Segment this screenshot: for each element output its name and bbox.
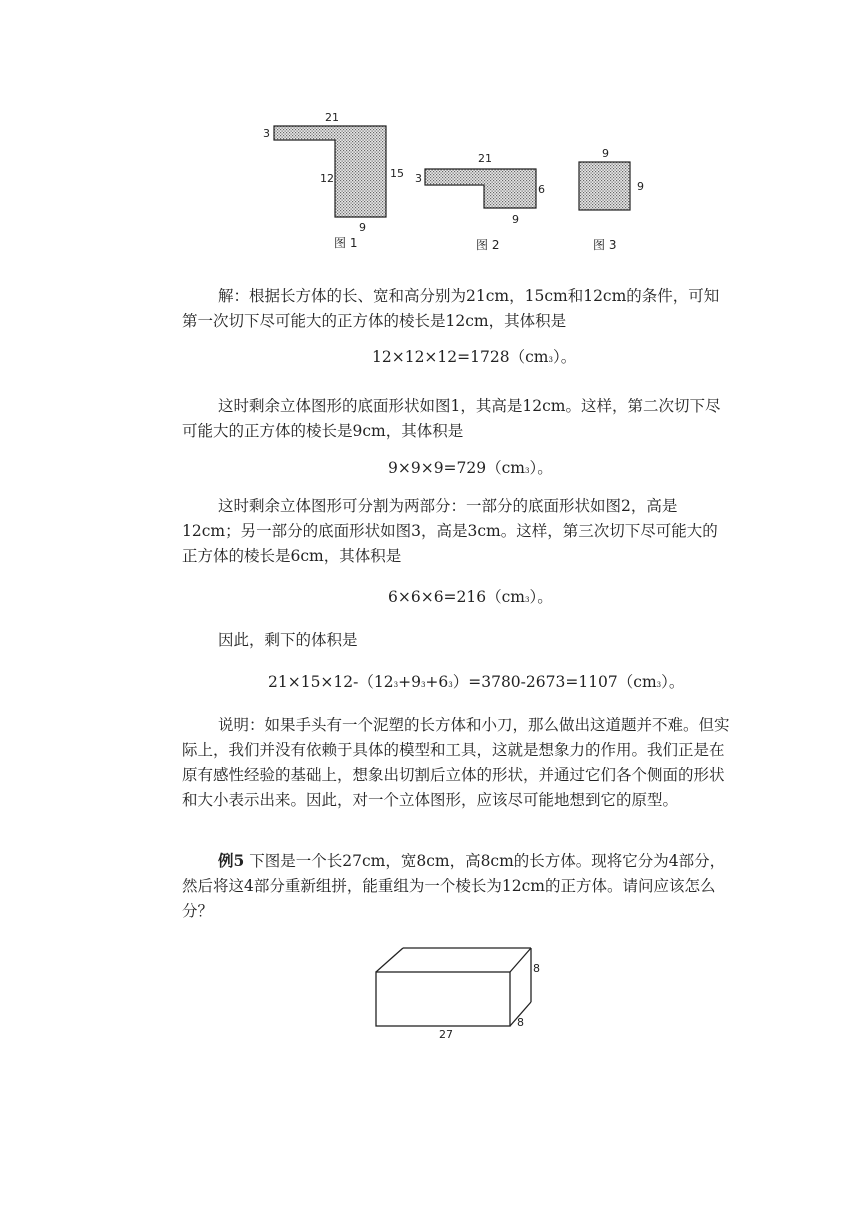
explanation-paragraph: 说明：如果手头有一个泥塑的长方体和小刀，那么做出这道题并不难。但实际上，我们并没有依赖于具体的模型和工具，这就是想象力的作用。我们正是在原有感性经验的基础上，想象出切割后立体的形状，并通过它们各个侧面的形状和大小表示出来。因此，对一个立体图形，应该尽可能地想到它的原型。 (182, 716, 730, 809)
top-figures (250, 105, 670, 255)
fig2-label-top: 21 (478, 152, 492, 165)
equation-3: 6×6×6=216（cm3）。 (388, 588, 553, 606)
solution-paragraph-3: 这时剩余立体图形可分割为两部分：一部分的底面形状如图2，高是12cm；另一部分的底面形状如图3，高是3cm。这样，第三次切下尽可能大的正方体的棱长是6cm，其体积是 (182, 497, 718, 565)
equation-2: 9×9×9=729（cm3）。 (388, 459, 553, 477)
fig2-label-right: 6 (538, 183, 545, 196)
fig2-label-bottom: 9 (512, 213, 519, 226)
figure-2-step-shape (425, 169, 536, 208)
fig3-label-right: 9 (637, 180, 644, 193)
example-5-text: 下图是一个长27cm，宽8cm，高8cm的长方体。现将它分为4部分，然后将这4部分重新组拼，能重组为一个棱长为12cm的正方体。请问应该怎么分？ (182, 852, 726, 920)
solution-paragraph-1: 解：根据长方体的长、宽和高分别为21cm，15cm和12cm的条件，可知第一次切下尽可能大的正方体的棱长是12cm，其体积是 (182, 287, 720, 330)
example-5-paragraph (182, 848, 730, 924)
fig1-label-bottom: 9 (359, 221, 366, 234)
fig1-label-inner: 12 (320, 172, 334, 185)
fig1-label-top: 21 (325, 111, 339, 124)
solution-paragraph-2: 这时剩余立体图形的底面形状如图1，其高是12cm。这样，第二次切下尽可能大的正方体的棱长是9cm，其体积是 (182, 397, 721, 440)
fig1-caption: 图 1 (334, 236, 358, 250)
cuboid-label-depth: 8 (517, 1016, 524, 1029)
figure-3-square (579, 162, 630, 210)
fig1-label-right: 15 (390, 167, 404, 180)
fig3-label-top: 9 (602, 147, 609, 160)
fig2-caption: 图 2 (476, 238, 500, 252)
fig1-label-left: 3 (263, 127, 270, 140)
fig2-label-left: 3 (415, 172, 422, 185)
example-5-label: 例5 (218, 851, 245, 870)
cuboid-figure (365, 944, 540, 1044)
cuboid-label-height: 8 (533, 962, 540, 975)
equation-4: 21×15×12-（123+93+63）=3780-2673=1107（cm3）。 (268, 673, 685, 691)
solution-paragraph-4: 因此，剩下的体积是 (218, 631, 358, 649)
equation-1: 12×12×12=1728（cm3）。 (372, 348, 577, 366)
cuboid-label-length: 27 (439, 1028, 453, 1041)
fig3-caption: 图 3 (593, 238, 617, 252)
